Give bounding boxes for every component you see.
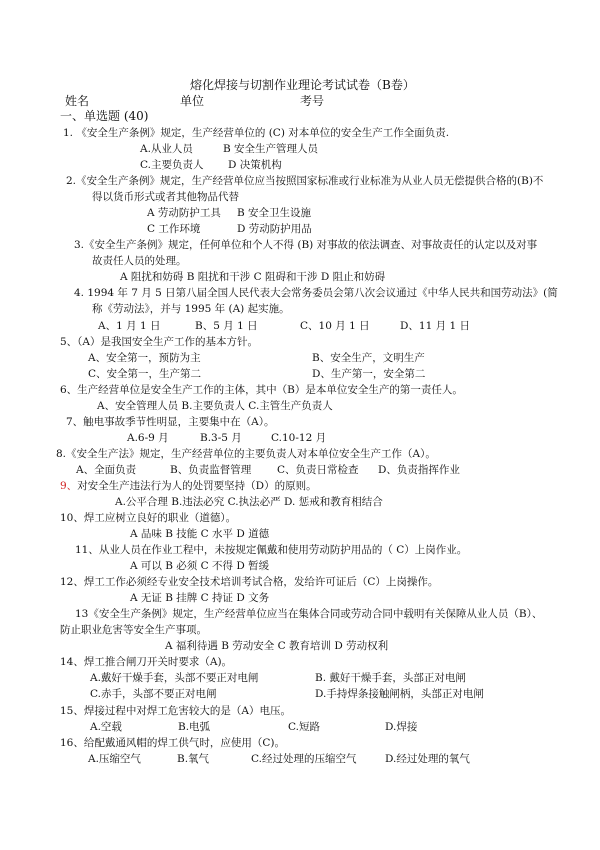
- question-8-option-b: B、负责监督管理: [170, 464, 252, 476]
- question-16-option-b: B.氧气: [177, 753, 210, 765]
- question-4-option-c: C、10 月 1 日: [300, 320, 370, 332]
- question-1-option-a: A.从业人员: [140, 143, 193, 155]
- question-5-stem: 5、（A）是我国安全生产工作的基本方针。: [60, 336, 259, 348]
- question-2-option-a: A 劳动防护工具: [147, 207, 221, 219]
- question-13-options: A 福利待遇 B 劳动安全 C 教育培训 D 劳动权利: [165, 640, 389, 652]
- question-1-option-b: B 安全生产管理人员: [223, 143, 319, 155]
- question-8-option-a: A、全面负责: [76, 464, 137, 476]
- question-4-stem-line1: 4. 1994 年 7 月 5 日第八届全国人民代表大会常务委员会第八次会议通过《中华人民共和国劳动法》(简: [74, 287, 558, 299]
- question-7-stem: 7、触电事故季节性明显，主要集中在（A）。: [66, 416, 275, 428]
- question-16-option-d: D.经过处理的氧气: [385, 753, 470, 765]
- question-3-options: A 阻扰和妨碍 B 阻扰和干涉 C 阻碍和干涉 D 阻止和妨碍: [120, 271, 386, 283]
- question-16-option-a: A.压缩空气: [88, 753, 141, 765]
- question-9-options: A.公平合理 B.违法必究 C.执法必严 D. 惩戒和教育相结合: [115, 496, 383, 508]
- question-15-stem: 15、焊接过程中对焊工危害较大的是（A）电压。: [60, 705, 291, 717]
- question-3-stem-line2: 故责任人员的处理。: [92, 255, 187, 267]
- question-9-text: 对安全生产违法行为人的处罚要坚持（D）的原则。: [77, 480, 317, 492]
- exam-title: 熔化焊接与切割作业理论考试试卷（B卷）: [190, 78, 415, 92]
- question-1-option-d: D 决策机构: [228, 159, 282, 171]
- question-7-option-a: A.6-9 月: [127, 432, 169, 444]
- question-16-option-c: C.经过处理的压缩空气: [251, 753, 357, 765]
- question-14-option-d: D.手持焊条接触闸柄，头部正对电闸: [315, 688, 484, 700]
- question-2-option-b: B 安全卫生设施: [237, 207, 312, 219]
- question-4-stem-line2: 称《劳动法》，并与 1995 年 (A) 起实施。: [92, 303, 290, 315]
- question-9-stem: [60, 478, 317, 494]
- question-11-options: A 可以 B 必须 C 不得 D 暂缓: [130, 560, 270, 572]
- question-9-number: 9、: [60, 480, 78, 492]
- question-13-stem-line2: 防止职业危害等安全生产事项。: [60, 624, 207, 636]
- question-3-stem-line1: 3.《安全生产条例》规定，任何单位和个人不得 (B) 对事故的依法调查、对事故责任的认定以及对事: [74, 239, 538, 251]
- question-5-option-a: A、安全第一，预防为主: [88, 352, 201, 364]
- question-4-option-a: A、1 月 1 日: [98, 320, 161, 332]
- unit-label: 单位: [180, 94, 205, 108]
- question-15-option-d: D.焊接: [385, 721, 418, 733]
- question-4-option-b: B、5 月 1 日: [195, 320, 258, 332]
- question-12-stem: 12、焊工工作必须经专业安全技术培训考试合格，发给许可证后（C）上岗操作。: [60, 576, 439, 588]
- exam-number-label: 考号: [300, 94, 325, 108]
- question-6-options: A、安全管理人员 B.主要负责人 C.主管生产负责人: [97, 400, 333, 412]
- question-7-option-b: B.3-5 月: [200, 432, 242, 444]
- section-heading: 一、单选题 (40): [60, 109, 149, 123]
- question-2-stem-line2: 得以货币形式或者其他物品代替: [92, 191, 239, 203]
- question-15-option-c: C.短路: [288, 721, 320, 733]
- question-1-stem: 1. 《安全生产条例》规定，生产经营单位的 (C) 对本单位的安全生产工作全面负责.: [63, 127, 450, 139]
- question-11-stem: 11、从业人员在作业工程中，未按规定佩戴和使用劳动防护用品的（ C）上岗作业。: [75, 544, 468, 556]
- question-14-option-b: B. 戴好干燥手套，头部正对电闸: [315, 672, 466, 684]
- question-2-option-d: D 劳动防护用品: [237, 223, 312, 235]
- question-14-option-a: A.戴好干燥手套，头部不要正对电闸: [90, 672, 259, 684]
- name-label: 姓名: [65, 94, 90, 108]
- question-6-stem: 6、生产经营单位是安全生产工作的主体，其中（B）是本单位安全生产的第一责任人。: [60, 384, 463, 396]
- question-5-option-c: C、安全第一，生产第二: [88, 368, 202, 380]
- question-4-option-d: D、11 月 1 日: [400, 320, 470, 332]
- question-15-option-b: B.电弧: [178, 721, 211, 733]
- question-16-stem: 16、给配戴通风帽的焊工供气时，应使用（C)。: [60, 737, 285, 749]
- question-10-options: A 品味 B 技能 C 水平 D 道德: [130, 528, 270, 540]
- question-10-stem: 10、焊工应树立良好的职业（道德）。: [60, 512, 237, 524]
- question-1-option-c: C.主要负责人: [140, 159, 204, 171]
- question-5-option-b: B、安全生产，文明生产: [312, 352, 425, 364]
- question-14-stem: 14、焊工推合闸刀开关时要求（A)。: [60, 656, 233, 668]
- question-7-option-c: C.10-12 月: [271, 432, 327, 444]
- question-5-option-d: D、生产第一，安全第二: [312, 368, 426, 380]
- question-14-option-c: C.赤手，头部不要正对电闸: [90, 688, 217, 700]
- question-2-stem-line1: 2.《安全生产条例》规定，生产经营单位应当按照国家标准或行业标准为从业人员无偿提供合格的(B)不: [66, 175, 544, 187]
- question-8-option-c: C、负责日常检查: [277, 464, 359, 476]
- question-15-option-a: A.空载: [90, 721, 122, 733]
- question-12-options: A 无证 B 挂牌 C 持证 D 文务: [130, 592, 270, 604]
- question-8-option-d: D、负责指挥作业: [378, 464, 460, 476]
- question-8-stem: 8.《安全生产法》规定，生产经营单位的主要负责人对本单位安全生产工作（A）。: [56, 448, 436, 460]
- question-2-option-c: C 工作环境: [147, 223, 201, 235]
- question-13-stem-line1: 13《安全生产条例》规定，生产经营单位应当在集体合同或劳动合同中载明有关保障从业人员（B）、: [75, 608, 543, 620]
